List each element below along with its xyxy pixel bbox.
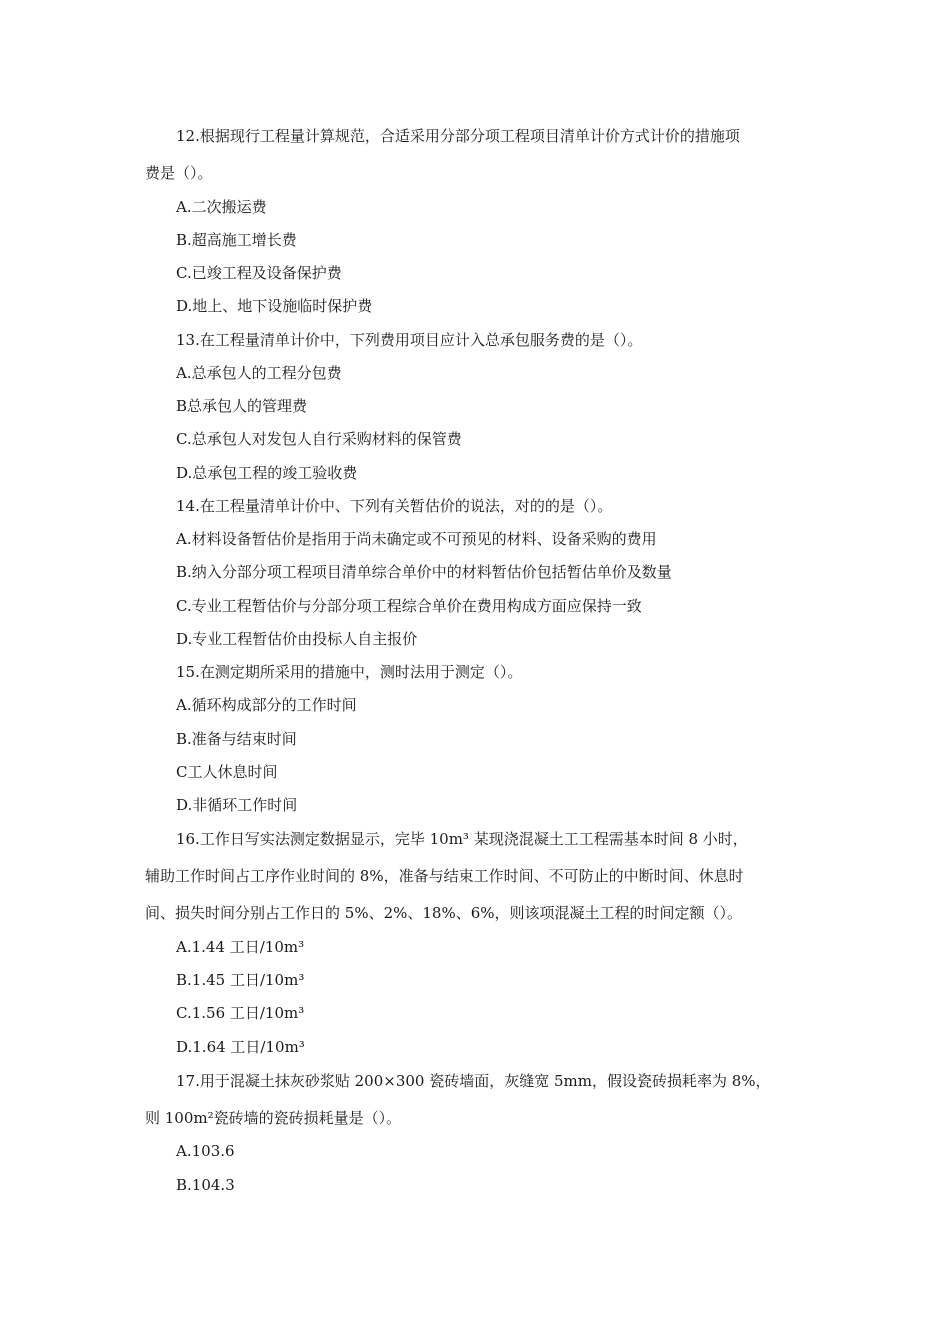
q16-option-a: A.1.44 工日/10m³ (176, 938, 305, 956)
q14-option-d: D.专业工程暂估价由投标人自主报价 (176, 630, 418, 648)
q16-option-d: D.1.64 工日/10m³ (176, 1038, 305, 1056)
q12-option-a: A.二次搬运费 (176, 198, 267, 216)
q16-option-b: B.1.45 工日/10m³ (176, 971, 305, 989)
q15-stem: 15.在测定期所采用的措施中，测时法用于测定（）。 (176, 663, 523, 681)
q13-option-c: C.总承包人对发包人自行采购材料的保管费 (176, 430, 462, 448)
q14-option-a: A.材料设备暂估价是指用于尚未确定或不可预见的材料、设备采购的费用 (176, 530, 657, 548)
q12-option-b: B.超高施工增长费 (176, 231, 297, 249)
q14-option-b: B.纳入分部分项工程项目清单综合单价中的材料暂估价包括暂估单价及数量 (176, 563, 672, 581)
q17-stem-cont: 则 100m²瓷砖墙的瓷砖损耗量是（）。 (145, 1109, 402, 1127)
q16-stem: 16.工作日写实法测定数据显示，完毕 10m³ 某现浇混凝土工工程需基本时间 8 小时， (176, 830, 748, 848)
q13-option-a: A.总承包人的工程分包费 (176, 364, 342, 382)
q12-option-d: D.地上、地下设施临时保护费 (176, 297, 373, 315)
q16-stem-cont-2: 间、损失时间分别占工作日的 5%、2%、18%、6%，则该项混凝土工程的时间定额（）。 (145, 904, 743, 922)
q14-stem: 14.在工程量清单计价中、下列有关暂估价的说法，对的的是（）。 (176, 497, 613, 515)
q12-stem: 12.根据现行工程量计算规范，合适采用分部分项工程项目清单计价方式计价的措施项 (176, 127, 740, 145)
q17-option-b: B.104.3 (176, 1176, 235, 1194)
q17-stem: 17.用于混凝土抹灰砂浆贴 200×300 瓷砖墙面，灰缝宽 5mm，假设瓷砖损耗率为 8%， (176, 1072, 771, 1090)
q16-stem-cont-1: 辅助工作时间占工序作业时间的 8%，准备与结束工作时间、不可防止的中断时间、休息时 (145, 867, 744, 885)
q17-option-a: A.103.6 (176, 1142, 235, 1160)
q13-stem: 13.在工程量清单计价中，下列费用项目应计入总承包服务费的是（）。 (176, 331, 643, 349)
q15-option-b: B.准备与结束时间 (176, 730, 297, 748)
q12-stem-cont: 费是（）。 (145, 164, 213, 182)
q12-option-c: C.已竣工程及设备保护费 (176, 264, 342, 282)
q13-option-b: B总承包人的管理费 (176, 397, 308, 415)
q14-option-c: C.专业工程暂估价与分部分项工程综合单价在费用构成方面应保持一致 (176, 597, 642, 615)
q15-option-c: C工人休息时间 (176, 763, 278, 781)
q15-option-a: A.循环构成部分的工作时间 (176, 696, 357, 714)
q13-option-d: D.总承包工程的竣工验收费 (176, 464, 358, 482)
q16-option-c: C.1.56 工日/10m³ (176, 1004, 305, 1022)
q15-option-d: D.非循环工作时间 (176, 796, 298, 814)
